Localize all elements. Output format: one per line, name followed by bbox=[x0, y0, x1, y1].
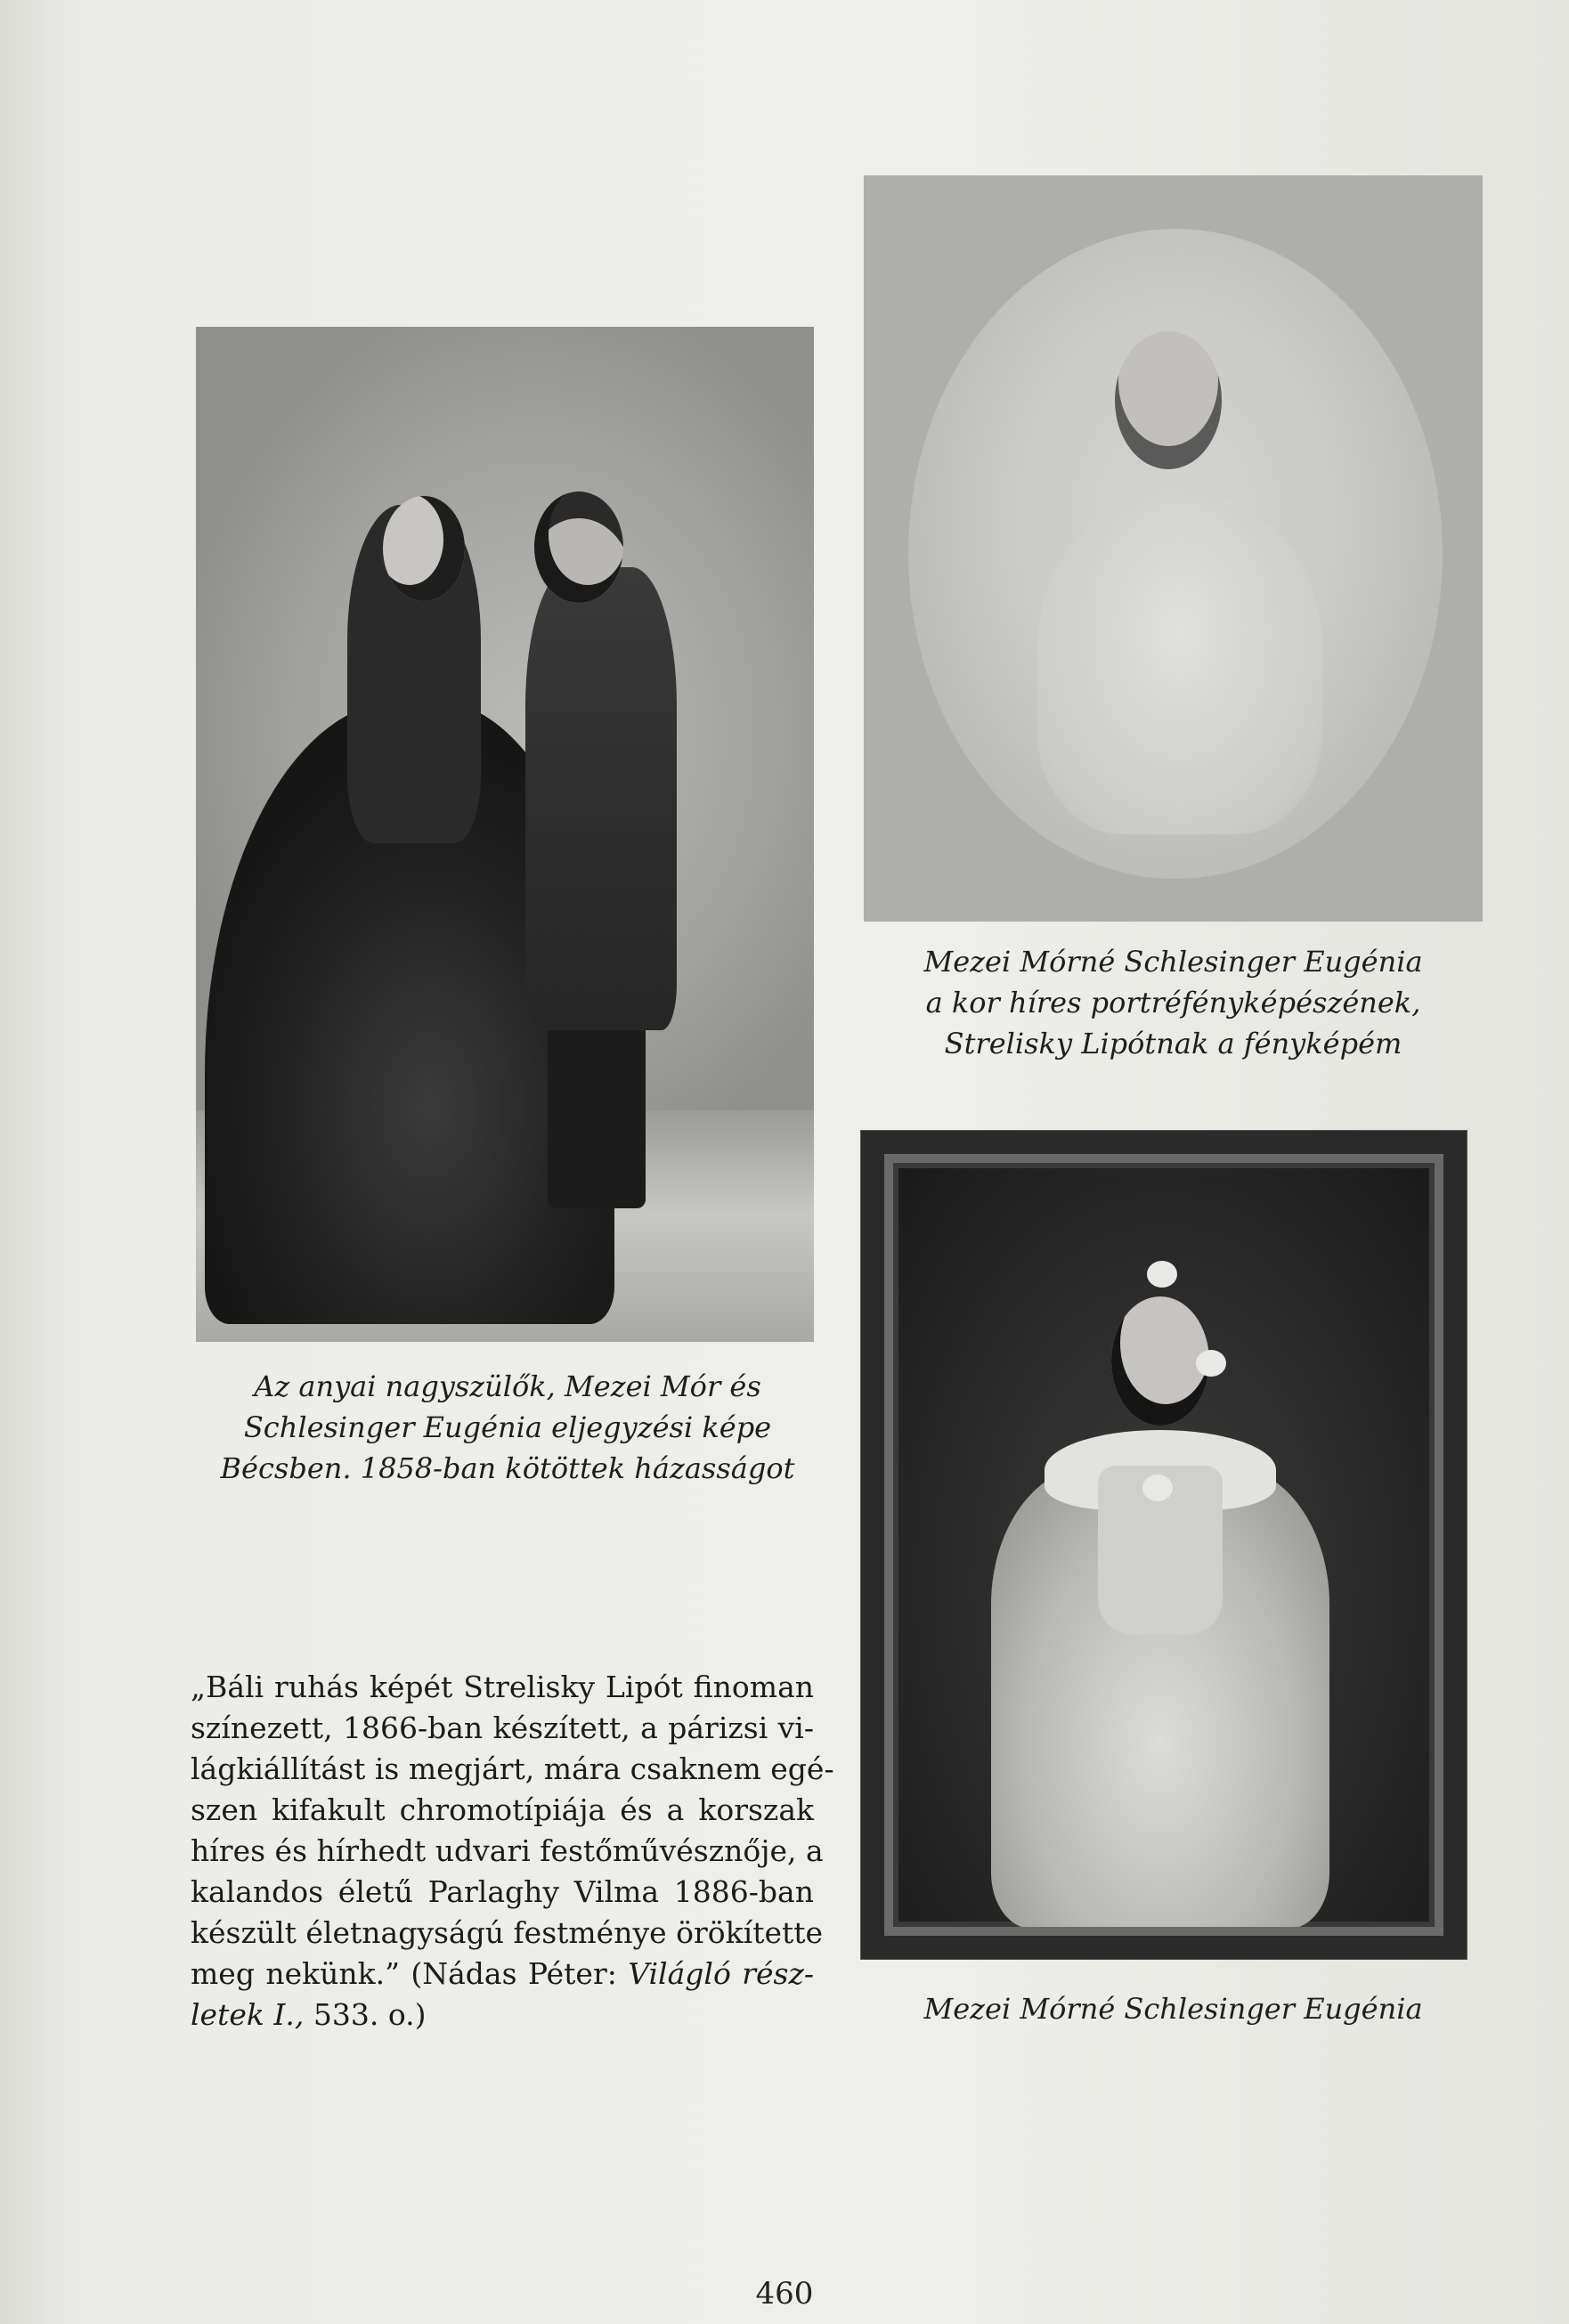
man-legs bbox=[548, 1004, 646, 1208]
painting-head bbox=[1111, 1296, 1209, 1426]
caption-line: Bécsben. 1858-ban kötöttek házasságot bbox=[220, 1451, 795, 1485]
chromotype-portrait bbox=[864, 175, 1483, 922]
quote-line: híres és hírhedt udvari festőművésznője, a bbox=[191, 1833, 824, 1868]
caption-line: a kor híres portréfényképészének, bbox=[925, 986, 1421, 1020]
engagement-photo bbox=[196, 327, 814, 1342]
caption-line: Schlesinger Eugénia eljegyzési képe bbox=[243, 1410, 772, 1444]
caption-line: Az anyai nagyszülők, Mezei Mór és bbox=[254, 1369, 761, 1403]
quote-line bbox=[191, 1954, 814, 1995]
caption-line: Strelisky Lipótnak a fényképém bbox=[944, 1027, 1402, 1060]
quote-paragraph bbox=[191, 1667, 834, 2036]
framed-painting bbox=[860, 1130, 1467, 1960]
source-title: Világló rész- bbox=[628, 1956, 814, 1991]
painting-canvas bbox=[884, 1154, 1443, 1936]
source-title: letek I., bbox=[191, 1997, 305, 2032]
quote-text: 533. o.) bbox=[304, 1997, 427, 2032]
woman-head bbox=[383, 496, 465, 601]
quote-line: lágkiállítást is megjárt, mára csaknem egé- bbox=[191, 1751, 834, 1786]
quote-line: kalandos életű Parlaghy Vilma 1886-ban bbox=[191, 1874, 814, 1909]
painting-caption: Mezei Mórné Schlesinger Eugénia bbox=[923, 1992, 1423, 2026]
page-number: 460 bbox=[755, 2276, 814, 2312]
quote-line bbox=[191, 1995, 814, 2036]
ball-gown bbox=[1037, 496, 1322, 834]
man-coat bbox=[525, 567, 677, 1030]
quote-text: meg nekünk.” (Nádas Péter: bbox=[191, 1956, 629, 1991]
quote-line: színezett, 1866-ban készített, a párizsi vi- bbox=[191, 1710, 814, 1745]
chromotype-caption bbox=[855, 941, 1492, 1064]
caption-line: Mezei Mórné Schlesinger Eugénia bbox=[923, 945, 1423, 979]
quote-line: szen kifakult chromotípiája és a korszak bbox=[191, 1792, 814, 1827]
man-head bbox=[534, 492, 623, 603]
quote-line: készült életnagyságú festménye örökítette bbox=[191, 1915, 824, 1950]
quote-line: „Báli ruhás képét Strelisky Lipót finoman bbox=[191, 1670, 814, 1704]
hair-flower-icon bbox=[1147, 1261, 1177, 1288]
bodice-flower-icon bbox=[1142, 1475, 1173, 1501]
portrait-head bbox=[1115, 331, 1222, 469]
hair-flower-icon bbox=[1196, 1350, 1226, 1377]
engagement-photo-caption bbox=[178, 1366, 837, 1489]
